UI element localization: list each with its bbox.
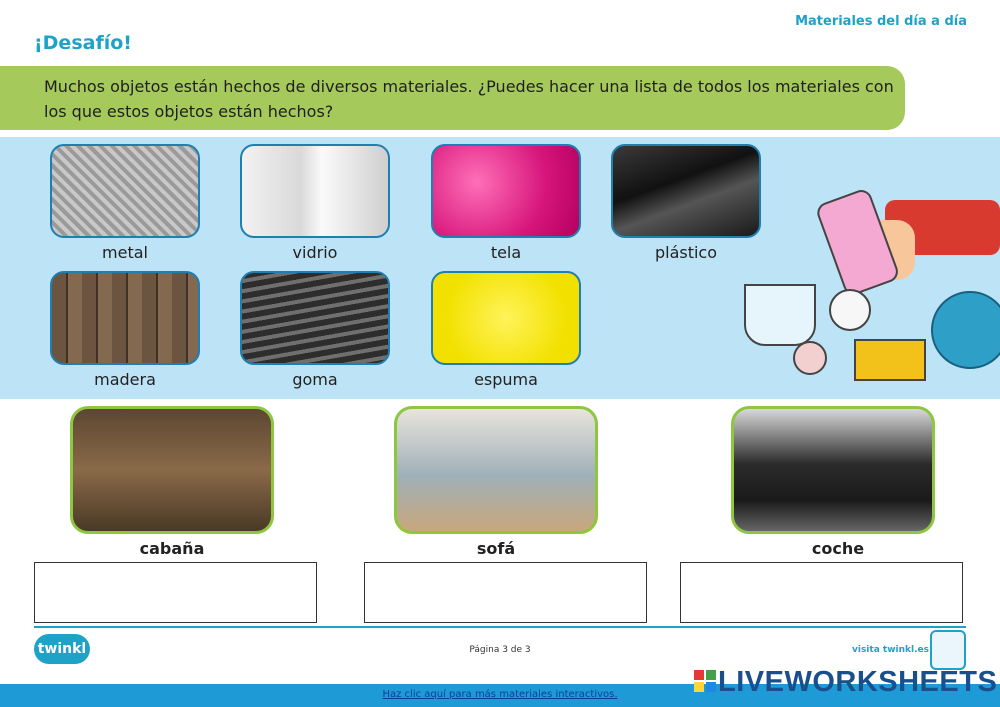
logo-square-blue (706, 682, 716, 692)
foam-image (431, 271, 581, 365)
rubber-image (240, 271, 390, 365)
object-label-cabana: cabaña (139, 539, 205, 558)
answer-box-cabana[interactable] (34, 562, 317, 623)
metal-image (50, 144, 200, 238)
car-image (731, 406, 935, 534)
interactive-materials-link[interactable]: Haz clic aquí para más materiales interactivos. (382, 689, 618, 700)
footer-divider (34, 626, 966, 628)
lego-brick (855, 340, 925, 380)
marble-2 (794, 342, 826, 374)
twinkl-logo-text: twinkl (37, 641, 87, 657)
answer-box-coche[interactable] (680, 562, 963, 623)
page-number: Página 3 de 3 (469, 645, 531, 655)
twinkl-logo (34, 634, 90, 664)
object-label-coche: coche (811, 539, 865, 558)
material-label-tela: tela (490, 243, 522, 262)
liveworksheets-text: LIVEWORKSHEETS (718, 666, 998, 698)
marble-1 (830, 290, 870, 330)
material-label-madera: madera (94, 370, 156, 389)
material-label-metal: metal (102, 243, 148, 262)
answer-box-sofa[interactable] (364, 562, 647, 623)
cabin-image (70, 406, 274, 534)
material-label-vidrio: vidrio (292, 243, 338, 262)
wood-image (50, 271, 200, 365)
logo-square-yellow (694, 682, 704, 692)
material-label-goma: goma (292, 370, 338, 389)
objects-illustration (735, 180, 1000, 395)
yarn-ball (932, 292, 1000, 368)
topic-title: Materiales del día a día (795, 14, 967, 29)
liveworksheets-logo (690, 664, 998, 704)
material-label-plastico: plástico (654, 243, 718, 262)
prompt-text: Muchos objetos están hechos de diversos materiales. ¿Puedes hacer una lista de todos los materiales con los que estos objetos están hechos? (44, 77, 894, 121)
visit-link[interactable]: visita twinkl.es (852, 645, 929, 655)
logo-square-red (694, 670, 704, 680)
challenge-heading: ¡Desafío! (34, 32, 132, 54)
sofa-image (394, 406, 598, 534)
material-label-espuma: espuma (474, 370, 538, 389)
object-label-sofa: sofá (476, 539, 516, 558)
logo-square-green (706, 670, 716, 680)
teacup-shape (745, 285, 815, 345)
glass-image (240, 144, 390, 238)
fabric-image (431, 144, 581, 238)
